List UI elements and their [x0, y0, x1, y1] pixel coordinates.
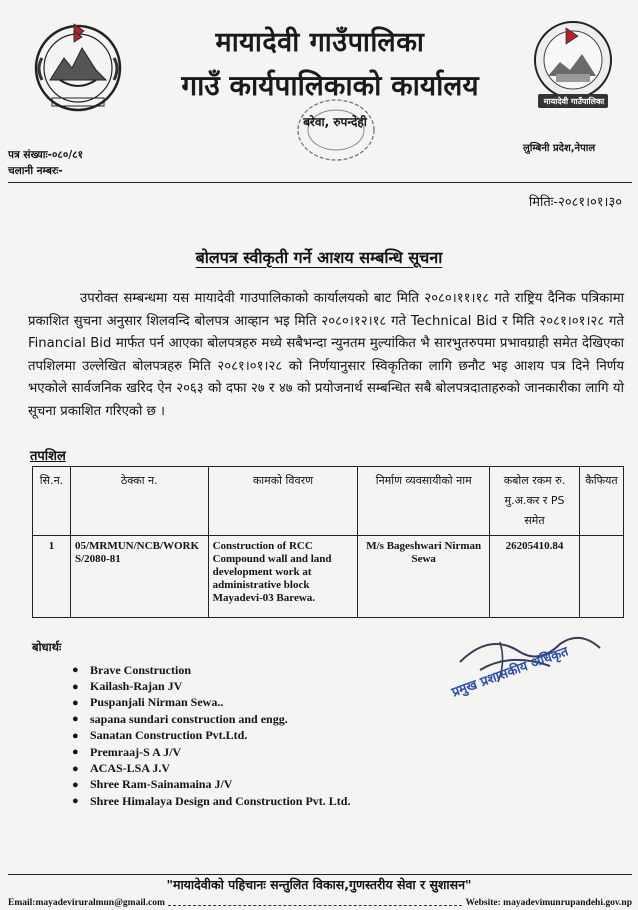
list-item [72, 744, 350, 760]
list-item [72, 678, 350, 694]
cell-amount: 26205410.84 [490, 536, 580, 618]
municipality-logo-icon [530, 18, 616, 130]
list-item [72, 662, 350, 678]
list-item-label: ACAS-LSA J.V [90, 761, 171, 776]
office-address: बरेवा, रुपन्देही [303, 115, 367, 129]
cell-contractor: M/s Bageshwari Nirman Sewa [358, 536, 490, 618]
cell-description: Construction of RCC Compound wall and land development work at administrative block Mayadevi-03 Barewa. [208, 536, 358, 618]
header-divider [8, 182, 632, 183]
column-header: सि.न. [33, 467, 71, 536]
bullet-icon: ● [72, 729, 79, 742]
municipality-title: मायादेवी गाउँपालिका [215, 27, 425, 58]
list-item [72, 711, 350, 727]
bid-table [32, 466, 624, 618]
details-heading: तपशिल [30, 449, 66, 464]
footer-divider [8, 874, 632, 875]
bullet-icon: ● [72, 680, 79, 693]
designation-stamp: प्रमुख प्रशासकीय अधिकृत [449, 644, 571, 701]
column-header: कबोल रकम रु. मु.अ.कर र PS समेत [490, 467, 580, 536]
bullet-icon: ● [72, 778, 79, 791]
cc-heading: बोधार्थः [32, 640, 62, 654]
municipality-logo-text: मायादेवी गाउँपालिका [543, 97, 605, 106]
list-item-label: Shree Ram-Sainamaina J/V [90, 777, 233, 792]
footer-contact [8, 898, 632, 908]
list-item-label: Brave Construction [90, 662, 191, 677]
national-emblem-icon [30, 18, 126, 114]
list-item-label: Kailash-Rajan JV [90, 679, 183, 694]
list-item [72, 760, 350, 776]
footer-dash-divider [168, 898, 463, 906]
notice-subject [0, 246, 638, 268]
list-item-label: Sanatan Construction Pvt.Ltd. [90, 728, 248, 743]
column-header: कैफियत [579, 467, 623, 536]
bullet-icon: ● [72, 762, 79, 775]
list-item-label: sapana sundari construction and engg. [90, 711, 288, 726]
cell-contract-no: 05/MRMUN/NCB/WORKS/2080-81 [70, 536, 208, 618]
column-header: ठेक्का न. [70, 467, 208, 536]
footer-motto: "मायादेवीको पहिचानः सन्तुलित विकास,गुणस्तरीय सेवा र सुशासन" [166, 877, 472, 892]
reference-number: पत्र संख्याः-०८०/८१ [8, 149, 84, 161]
office-seal-icon [290, 96, 382, 166]
list-item-label: Premraaj-S A J/V [90, 744, 182, 759]
table-header-row [33, 467, 624, 536]
cc-list [72, 662, 350, 810]
column-header: निर्माण व्यवसायीको नाम [358, 467, 490, 536]
bullet-icon: ● [72, 696, 79, 709]
cell-serial: 1 [33, 536, 71, 618]
province-label: लुम्बिनी प्रदेश,नेपाल [523, 143, 596, 154]
list-item [72, 695, 350, 711]
column-header: कामको विवरण [208, 467, 358, 536]
list-item [72, 777, 350, 793]
notice-body: उपरोक्त सम्बन्धमा यस मायादेवी गाउपालिकाको कार्यालयको बाट मिति २०८०।११।१८ गते राष्ट्रिय दैनिक पत्रिकामा प्रकाशित सुचना अनुसार शिलवन्दि बोलपत्र आव्हान भइ मिति २०८०।१२।१८ गते Technical Bid र मिति २०८१।०१।२८ गते Financial Bid मार्फत पर्न आएका बोलपत्रहरु मध्ये सबैभन्दा न्युनतम मुल्यांकित भै सारभुतरुपमा प्रभावग्राही समेत देखिएका तपशिलमा उल्लेखित बोलपत्रहरु मिति २०८१।०१।२८ को निर्णयानुसार स्विकृतिका लागि छनौट भइ आशय पत्र दिने निर्णय भएकोले सार्वजनिक खरिद ऐन २०६३ को दफा २७ र ४७ को प्रयोजनार्थ सम्बन्धित सबै बोलपत्रदाताहरुको जानकारीका लागि यो सूचना प्रकाशित गरिएको छ । [28, 291, 624, 419]
footer-website: Website: mayadevimunrupandehi.gov.np [465, 898, 632, 908]
footer-email: Email:mayadeviruralmun@gmail.com [8, 898, 165, 908]
office-title: गाउँ कार्यपालिकाको कार्यालय [181, 69, 479, 102]
bullet-icon: ● [72, 664, 79, 677]
list-item-label: Puspanjali Nirman Sewa.. [90, 695, 224, 710]
list-item [72, 793, 350, 809]
list-item-label: Shree Himalaya Design and Construction Pvt. Ltd. [90, 793, 351, 808]
notice-subject-text: बोलपत्र स्वीकृती गर्ने आशय सम्बन्धि सूचना [195, 248, 443, 267]
dispatch-number: चलानी नम्बरः- [8, 165, 63, 177]
table-row [33, 536, 624, 618]
notice-date: मितिः-२०८१।०१।३० [528, 195, 622, 210]
cell-remarks [579, 536, 623, 618]
bullet-icon: ● [72, 746, 79, 759]
bullet-icon: ● [72, 713, 79, 726]
list-item [72, 728, 350, 744]
bullet-icon: ● [72, 795, 79, 808]
